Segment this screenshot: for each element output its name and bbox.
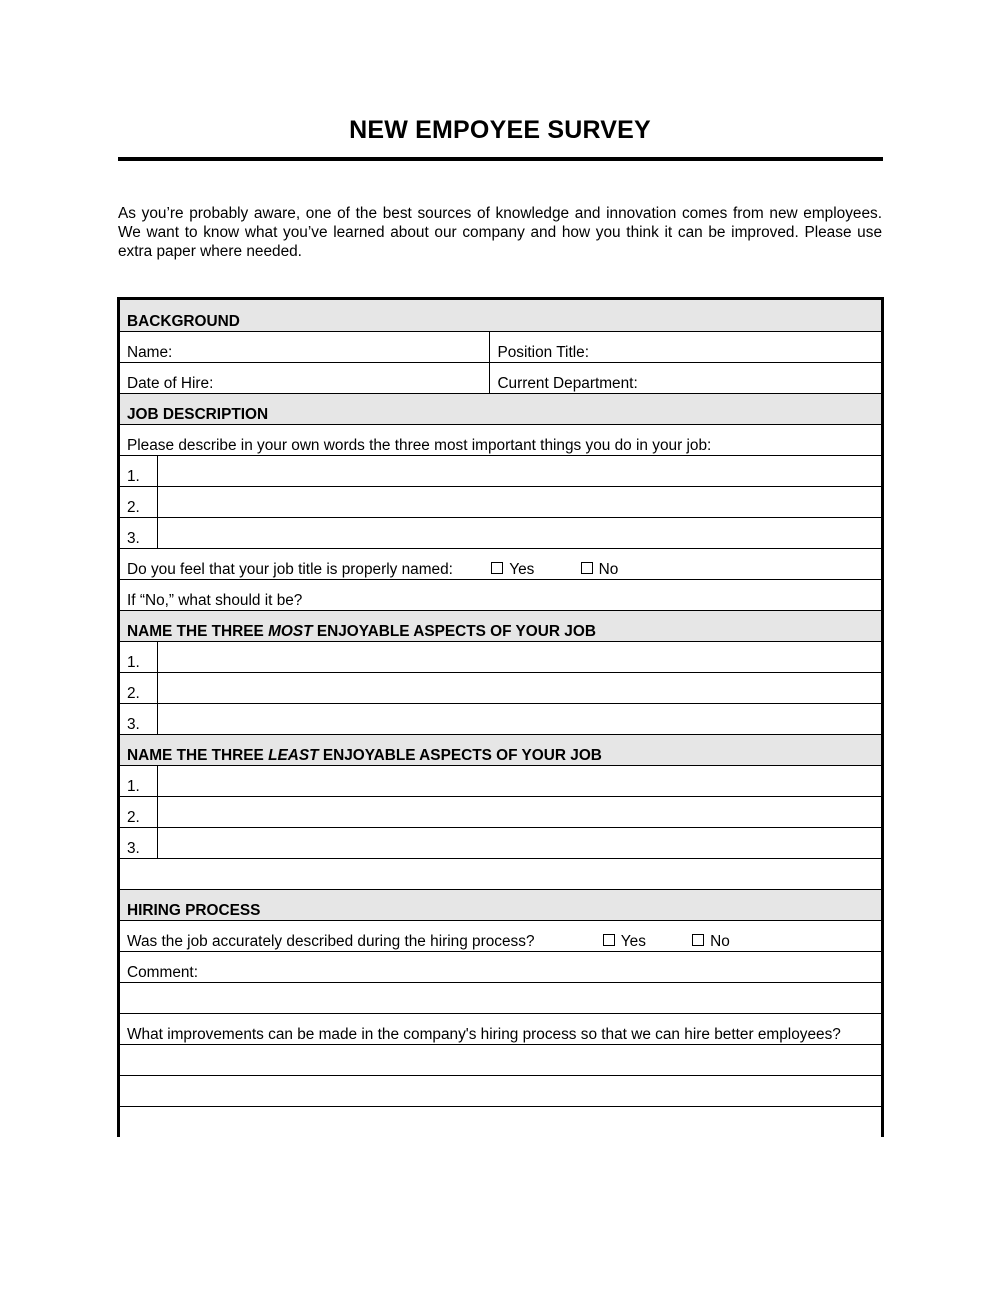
- heading-emphasis: MOST: [268, 623, 313, 640]
- position-title-field[interactable]: [490, 332, 883, 363]
- improvements-question: What improvements can be made in the company's hiring process so that we can hire better employees?: [119, 1014, 883, 1045]
- least-enjoyable-3-field[interactable]: [158, 828, 883, 859]
- no-label: No: [710, 933, 730, 950]
- section-least-enjoyable-heading: [119, 735, 883, 766]
- position-title-label: Position Title:: [497, 344, 589, 361]
- checkbox-icon[interactable]: [603, 934, 615, 946]
- hiring-question: Was the job accurately described during the hiring process?: [127, 933, 535, 950]
- heading-text: NAME THE THREE: [127, 747, 269, 764]
- job-title-alternative-label: If “No,” what should it be?: [127, 592, 303, 609]
- job-duty-3-field[interactable]: [158, 518, 883, 549]
- least-enjoyable-2-field[interactable]: [158, 797, 883, 828]
- most-enjoyable-2-field[interactable]: [158, 673, 883, 704]
- current-department-field[interactable]: [490, 363, 883, 394]
- list-number: 1.: [119, 456, 158, 487]
- least-enjoyable-1-field[interactable]: [158, 766, 883, 797]
- most-enjoyable-3-field[interactable]: [158, 704, 883, 735]
- section-most-enjoyable-heading: [119, 611, 883, 642]
- improvements-answer-line[interactable]: [119, 1107, 883, 1138]
- heading-text: ENJOYABLE ASPECTS OF YOUR JOB: [312, 623, 596, 640]
- job-title-alternative-field[interactable]: [119, 580, 883, 611]
- section-hiring-process-heading: HIRING PROCESS: [119, 890, 883, 921]
- list-number: 3.: [119, 828, 158, 859]
- job-title-yes-option[interactable]: [491, 562, 534, 578]
- hiring-yes-option[interactable]: [603, 934, 646, 950]
- heading-text: ENJOYABLE ASPECTS OF YOUR JOB: [318, 747, 602, 764]
- date-of-hire-label: Date of Hire:: [127, 375, 214, 392]
- list-number: 1.: [119, 766, 158, 797]
- no-label: No: [598, 561, 619, 578]
- list-number: 1.: [119, 642, 158, 673]
- most-enjoyable-1-field[interactable]: [158, 642, 883, 673]
- improvements-answer-line[interactable]: [119, 1076, 883, 1107]
- list-number: 2.: [119, 673, 158, 704]
- comment-field[interactable]: [119, 983, 883, 1014]
- checkbox-icon[interactable]: [692, 934, 704, 946]
- page-title: NEW EMPOYEE SURVEY: [349, 116, 651, 144]
- current-department-label: Current Department:: [497, 375, 638, 392]
- yes-label: Yes: [509, 561, 535, 578]
- hiring-question-row: [119, 921, 883, 952]
- section-background-heading: BACKGROUND: [119, 299, 883, 332]
- job-duty-2-field[interactable]: [158, 487, 883, 518]
- yes-label: Yes: [620, 933, 646, 950]
- job-description-prompt: Please describe in your own words the three most important things you do in your job:: [119, 425, 883, 456]
- list-number: 3.: [119, 704, 158, 735]
- comment-label: Comment:: [127, 964, 198, 981]
- checkbox-icon[interactable]: [581, 562, 593, 574]
- name-field[interactable]: [119, 332, 490, 363]
- improvements-answer-line[interactable]: [119, 1045, 883, 1076]
- section-job-description-heading: JOB DESCRIPTION: [119, 394, 883, 425]
- survey-form: [117, 297, 884, 1137]
- title-divider: [118, 157, 883, 161]
- job-title-no-option[interactable]: [581, 562, 619, 578]
- list-number: 2.: [119, 797, 158, 828]
- name-label: Name:: [127, 344, 173, 361]
- intro-paragraph: As you’re probably aware, one of the best sources of knowledge and innovation comes from new employees. We want to know what you’ve learned about our company and how you think it can be improved. Please use extra paper where needed.: [118, 205, 882, 260]
- list-number: 2.: [119, 487, 158, 518]
- date-of-hire-field[interactable]: [119, 363, 490, 394]
- hiring-no-option[interactable]: [692, 934, 730, 950]
- heading-text: NAME THE THREE: [127, 623, 269, 640]
- job-duty-1-field[interactable]: [158, 456, 883, 487]
- heading-emphasis: LEAST: [268, 747, 319, 764]
- comment-label-row: [119, 952, 883, 983]
- job-title-question-row: [119, 549, 883, 580]
- list-number: 3.: [119, 518, 158, 549]
- job-title-question: Do you feel that your job title is properly named:: [127, 561, 453, 578]
- checkbox-icon[interactable]: [491, 562, 503, 574]
- spacer-row: [119, 859, 883, 890]
